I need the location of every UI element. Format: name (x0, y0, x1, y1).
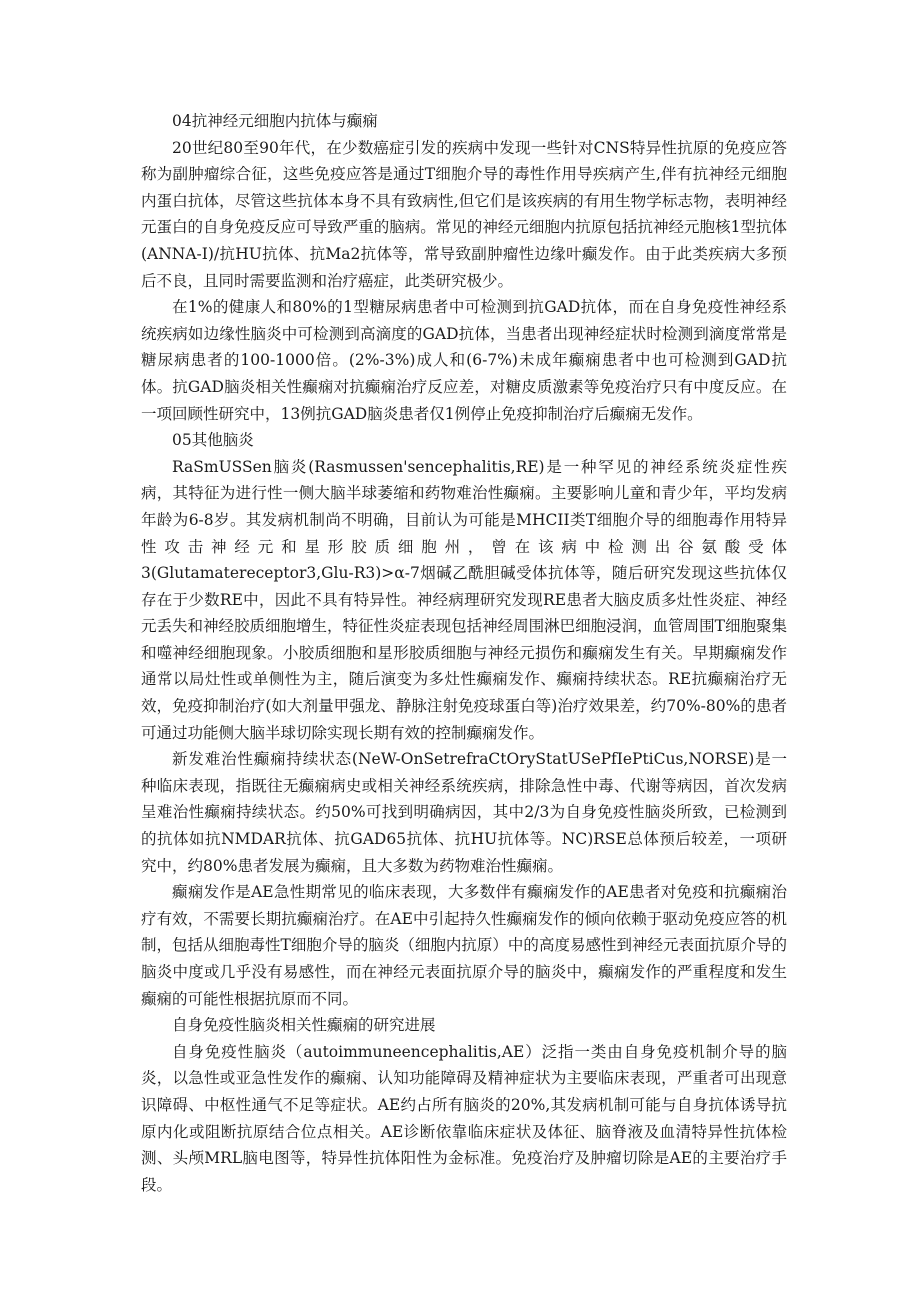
paragraph-ae-definition: 自身免疫性脑炎（autoimmuneencephalitis,AE）泛指一类由自身免疫机制介导的脑炎，以急性或亚急性发作的癫痫、认知功能障碍及精神症状为主要临床表现，严重者可出现意识障碍、中枢性通气不足等症状。AE约占所有脑炎的20%,其发病机制可能与自身抗体诱导抗原内化或阻断抗原结合位点相关。AE诊断依靠临床症状及体征、脑脊液及血清特异性抗体检测、头颅MRL脑电图等，特异性抗体阳性为金标准。免疫治疗及肿瘤切除是AE的主要治疗手段。 (141, 1042, 787, 1194)
paragraph-gad-antibody: 在1%的健康人和80%的1型糖尿病患者中可检测到抗GAD抗体，而在自身免疫性神经系统疾病如边缘性脑炎中可检测到高滴度的GAD抗体，当患者出现神经症状时检测到滴度常常是糖尿病患者的100-1000倍。(2%-3%)成人和(6-7%)未成年癫痫患者中也可检测到GAD抗体。抗GAD脑炎相关性癫痫对抗癫痫治疗反应差，对糖皮质激素等免疫治疗只有中度反应。在一项回顾性研究中，13例抗GAD脑炎患者仅1例停止免疫抑制治疗后癫痫无发作。 (141, 298, 787, 423)
section-heading-05: 05其他脑炎 (172, 431, 254, 450)
document-body (141, 108, 787, 1198)
paragraph-ae-seizures: 癫痫发作是AE急性期常见的临床表现，大多数伴有癫痫发作的AE患者对免疫和抗癫痫治疗有效，不需要长期抗癫痫治疗。在AE中引起持久性癫痫发作的倾向依赖于驱动免疫应答的机制，包括从细胞毒性T细胞介导的脑炎（细胞内抗原）中的高度易感性到神经元表面抗原介导的脑炎中度或几乎没有易感性，而在神经元表面抗原介导的脑炎中，癫痫发作的严重程度和发生癫痫的可能性根据抗原而不同。 (141, 883, 787, 1008)
paragraph-rasmussen: RaSmUSSen脑炎(Rasmussen'sencephalitis,RE)是一种罕见的神经系统炎症性疾病，其特征为进行性一侧大脑半球萎缩和药物难治性癫痫。主要影响儿童和青少年，平均发病年龄为6-8岁。其发病机制尚不明确，目前认为可能是MHCII类T细胞介导的细胞毒作用特异性攻击神经元和星形胶质细胞州，曾在该病中检测出谷氨酸受体3(Glutamatereceptor3,Glu-R3)>α-7烟碱乙酰胆碱受体抗体等，随后研究发现这些抗体仅存在于少数RE中，因此不具有特异性。神经病理研究发现RE患者大脑皮质多灶性炎症、神经元丢失和神经胶质细胞增生，特征性炎症表现包括神经周围淋巴细胞浸润，血管周围T细胞聚集和噬神经细胞现象。小胶质细胞和星形胶质细胞与神经元损伤和癫痫发生有关。早期癫痫发作通常以局灶性或单侧性为主，随后演变为多灶性癫痫发作、癫痫持续状态。RE抗癫痫治疗无效，免疫抑制治疗(如大剂量甲强龙、静脉注射免疫球蛋白等)治疗效果差，约70%-80%的患者可通过功能侧大脑半球切除实现长期有效的控制癫痫发作。 (141, 457, 787, 742)
section-heading-ae: 自身免疫性脑炎相关性癫痫的研究进展 (172, 1016, 436, 1035)
paragraph-norse: 新发难治性癫痫持续状态(NeW-OnSetrefraCtOryStatUSePfIePtiCus,NORSE)是一种临床表现，指既往无癫痫病史或相关神经系统疾病，排除急性中毒、代谢等病因，首次发病呈难治性癫痫持续状态。约50%可找到明确病因，其中2/3为自身免疫性脑炎所致，已检测到的抗体如抗NMDAR抗体、抗GAD65抗体、抗HU抗体等。NC)RSE总体预后较差，一项研究中，约80%患者发展为癫痫，且大多数为药物难治性癫痫。 (141, 750, 787, 875)
section-heading-04: 04抗神经元细胞内抗体与癫痫 (172, 112, 378, 130)
paragraph-paraneoplastic: 20世纪80至90年代，在少数癌症引发的疾病中发现一些针对CNS特异性抗原的免疫应答称为副肿瘤综合征，这些免疫应答是通过T细胞介导的毒性作用导疾病产生,伴有抗神经元细胞内蛋白抗体，尽管这些抗体本身不具有致病性,但它们是该疾病的有用生物学标志物，表明神经元蛋白的自身免疫反应可导致严重的脑病。常见的神经元细胞内抗原包括抗神经元胞核1型抗体(ANNA-I)/抗HU抗体、抗Ma2抗体等，常导致副肿瘤性边缘叶癫发作。由于此类疾病大多预后不良，且同时需要监测和治疗癌症，此类研究极少。 (141, 138, 787, 290)
